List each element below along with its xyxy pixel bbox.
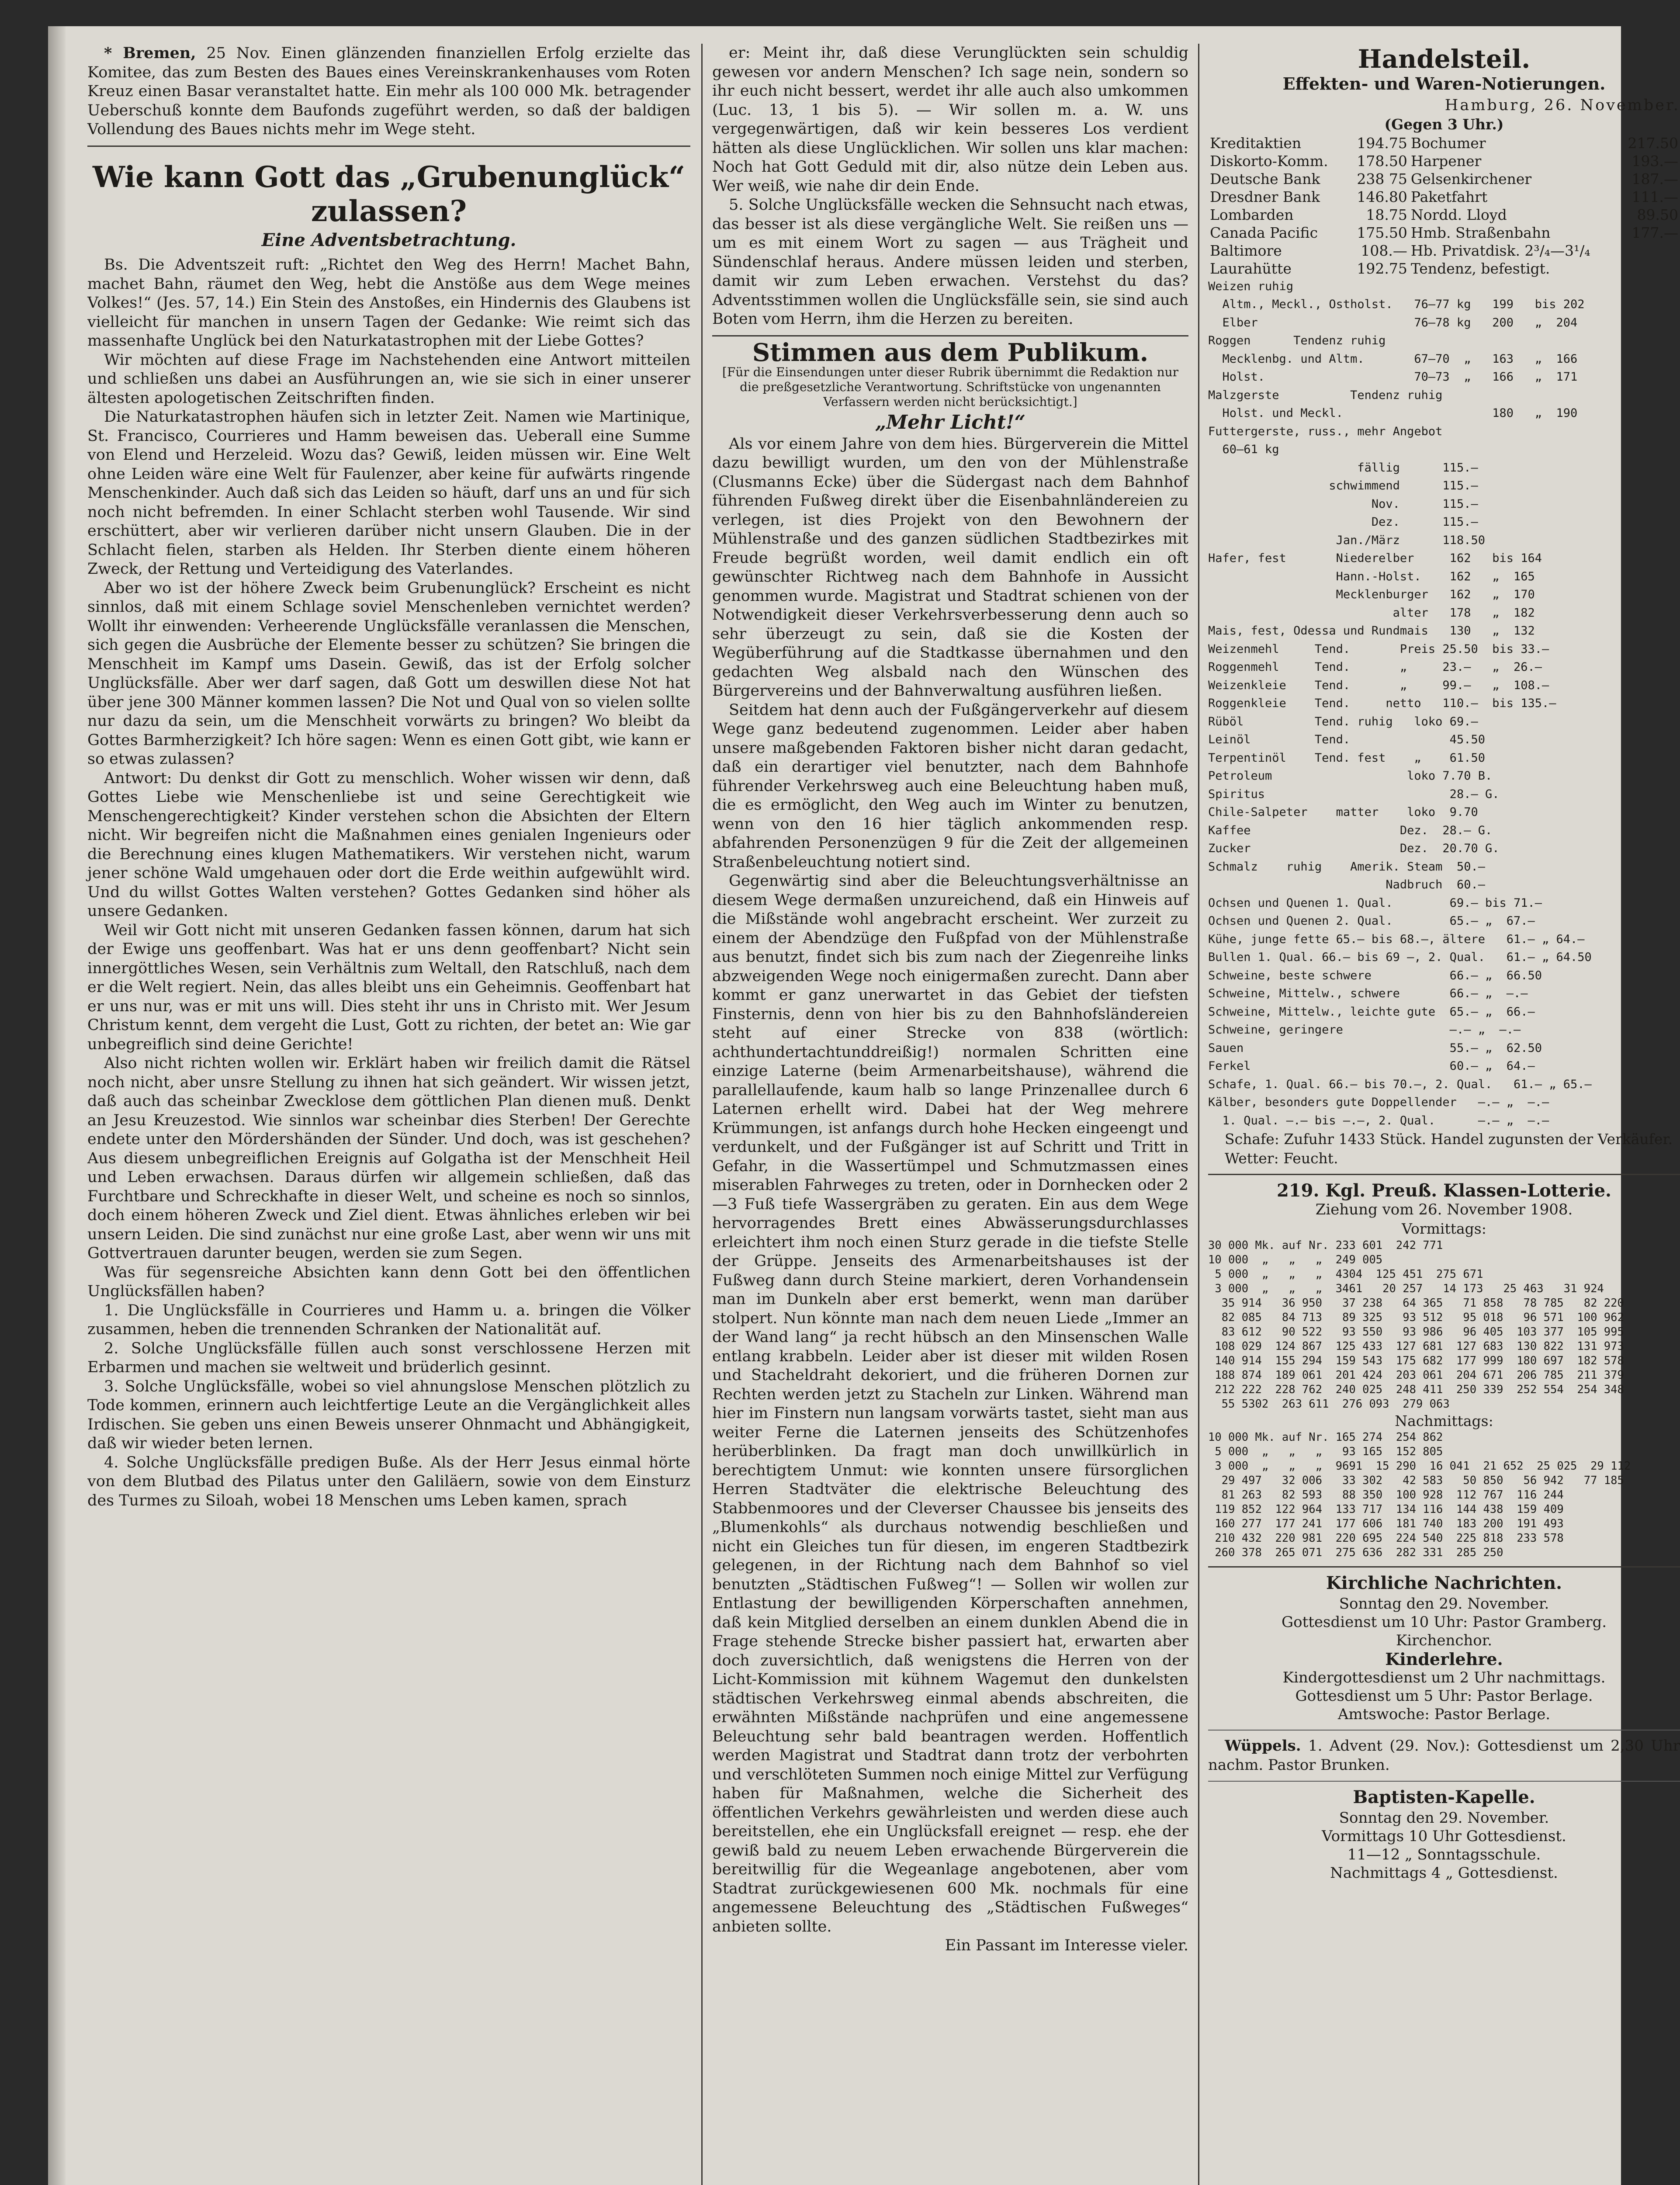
paragraph: Bs. Die Adventszeit ruft: „Richtet den Weg des Herrn! Machet Bahn, machet Bahn, räumet den Weg, hebt die Anstöße aus dem Wege meines Volkes!“ (Jes. 57, 14.) Ein Stein des Anstoßes, ein Hindernis des Glaubens ist vielleicht für manchen in unsern Tagen der Gedanke: Wie reimt sich das massenhafte Unglück bei den Naturkatastrophen mit der Liebe Gottes? — [87, 256, 690, 350]
market-line: Hafer, fest Niederelber 162 bis 164 — [1208, 551, 1542, 565]
stock-cell: 111.— — [1632, 188, 1678, 205]
section-title: Stimmen aus dem Publikum. — [752, 338, 1149, 367]
lottery-row: 119 852 122 964 133 717 134 116 144 438 159 409 — [1208, 1503, 1564, 1516]
article-subtitle: Eine Adventsbetrachtung. — [261, 229, 516, 250]
baptist-line: Nachmittags 4 „ Gottesdienst. — [1330, 1864, 1558, 1882]
church-list — [1208, 1595, 1680, 1650]
market-line: Weizenmehl Tend. Preis 25.50 bis 33.— — [1208, 642, 1549, 656]
stock-cell — [1618, 242, 1680, 260]
stock-cell: 178.50 — [1357, 152, 1407, 170]
lottery-afternoon-list — [1208, 1430, 1680, 1560]
lottery-row: 188 874 189 061 201 424 203 061 204 671 206 785 211 379 — [1208, 1368, 1624, 1382]
stock-cell: 194.75 — [1357, 134, 1407, 152]
market-line: alter 178 „ 182 — [1208, 606, 1535, 620]
lottery-row: 55 5302 263 611 276 093 279 063 — [1208, 1397, 1450, 1411]
market-line: Kühe, junge fette 65.— bis 68.—, ältere 61.— „ 64.— — [1208, 932, 1585, 946]
lottery-row: 35 914 36 950 37 238 64 365 71 858 78 785 82 220 — [1208, 1296, 1624, 1310]
market-line: Roggen Tendenz ruhig — [1208, 334, 1386, 347]
stock-cell: Nordd. Lloyd — [1410, 206, 1507, 223]
bremen-text: 25 Nov. Einen glänzenden finanziellen Erfolg erzielte das Komitee, das zum Besten des Baues eines Vereinskrankenhauses vom Roten Kreuz einen Basar veranstaltet hatte. Ein mehr als 100 000 Mk. betragender Ueberschuß konnte dem Baufonds zugeführt werden, so daß der baldigen Vollendung des Baues nichts mehr im Wege steht. — [87, 45, 690, 138]
market-line: Schafe, 1. Qual. 66.— bis 70.—, 2. Qual. 61.— „ 65.— — [1208, 1077, 1592, 1091]
lottery-row: 210 432 220 981 220 695 224 540 225 818 233 578 — [1208, 1532, 1564, 1545]
market-line: Hann.-Holst. 162 „ 165 — [1208, 569, 1535, 583]
editorial-note: [Für die Einsendungen unter dieser Rubrik übernimmt die Redaktion nur die preßgesetzliche Verantwortung. Schriftstücke von ungenannten Verfassern werden nicht berücksichtigt.] — [722, 365, 1179, 409]
market-line: Holst. 70—73 „ 166 „ 171 — [1208, 370, 1578, 384]
market-line: Schweine, beste schwere 66.— „ 66.50 — [1208, 968, 1542, 982]
market-line: Roggenkleie Tend. netto 110.— bis 135.— — [1208, 697, 1556, 710]
lottery-row: 5 000 „ „ „ 4304 125 451 275 671 — [1208, 1267, 1483, 1281]
wueppels-notice — [1208, 1737, 1680, 1775]
stock-cell: 238 75 — [1357, 170, 1407, 187]
market-line: Nov. 115.— — [1208, 497, 1478, 511]
wueppels-text: 1. Advent (29. Nov.): Gottesdienst um 2,30 Uhr nachm. Pastor Brunken. — [1208, 1737, 1680, 1774]
market-line: Malzgerste Tendenz ruhig — [1208, 388, 1443, 402]
market-line: Jan./März 118.50 — [1208, 533, 1485, 547]
stock-cell: Hb. Privatdisk. 2³/₄—3¹/₄ — [1410, 242, 1590, 259]
section-subtitle: Effekten- und Waren-Notierungen. — [1282, 74, 1606, 94]
column-left — [87, 44, 690, 2185]
lottery-row: 212 222 228 762 240 025 248 411 250 339 252 554 254 348 — [1208, 1383, 1624, 1396]
lottery-row: 81 263 82 593 88 350 100 928 112 767 116 244 — [1208, 1488, 1564, 1502]
divider — [1208, 1174, 1680, 1175]
market-line: Weizen ruhig — [1208, 279, 1294, 293]
lottery-row: 160 277 177 241 177 606 181 740 183 200 191 493 — [1208, 1517, 1564, 1530]
paragraph: 5. Solche Unglücksfälle wecken die Sehnsucht nach etwas, das besser ist als diese vergängliche Welt. Sie reißen uns — um es mit einem Wort zu sagen — aus Trägheit und Sündenschlaf heraus. Andere müssen leiden und sterben, damit wir zum Leben erwachen. Verstehst du das? Adventsstimmen wollen die Unglücksfälle sein, sie sind auch Boten vom Herrn, ihm die Herzen zu bereiten. — [712, 196, 1188, 328]
divider — [1208, 1781, 1680, 1782]
stock-row — [1208, 242, 1680, 260]
stock-cell: Hmb. Straßenbahn — [1410, 224, 1551, 241]
market-line: Altm., Meckl., Ostholst. 76—77 kg 199 bis 202 — [1208, 298, 1585, 311]
stock-row — [1208, 224, 1680, 242]
divider — [712, 335, 1188, 336]
lottery-row: 10 000 „ „ „ 249 005 — [1208, 1253, 1383, 1266]
stock-cell: Diskorto-Komm. — [1210, 152, 1328, 170]
weather: Wetter: Feucht. — [1225, 1149, 1338, 1167]
lottery-row: 3 000 „ „ „ 3461 20 257 14 173 25 463 31 924 — [1208, 1282, 1604, 1295]
market-line: Terpentinöl Tend. fest „ 61.50 — [1208, 751, 1485, 765]
paragraph: 4. Solche Unglücksfälle predigen Buße. Als der Herr Jesus einmal hörte von dem Blutbad des Pilatus unter den Galiläern, sowie von dem Einsturz des Turmes zu Siloah, wobei 18 Menschen ums Leben kamen, sprach — [87, 1453, 690, 1509]
stock-cell: 193.— — [1632, 152, 1678, 170]
market-line: Spiritus 28.— G. — [1208, 787, 1500, 801]
stock-cell: 175.50 — [1357, 224, 1407, 241]
column-middle — [712, 44, 1188, 2185]
market-line: Schweine, geringere —.— „ —.— — [1208, 1023, 1521, 1037]
lottery-row: 3 000 „ „ „ 9691 15 290 16 041 21 652 25 025 29 112 — [1208, 1460, 1631, 1473]
stock-cell: Paketfahrt — [1410, 188, 1488, 205]
lottery-afternoon-heading: Nachmittags: — [1395, 1412, 1493, 1429]
paragraph: Seitdem hat denn auch der Fußgängerverkehr auf diesem Wege ganz bedeutend zugenommen. Leider aber haben unsere maßgebenden Faktoren bisher nicht daran gedacht, daß ein derartiger viel benutzter, nach dem Bahnhofe führender Verkehrsweg auch eine Beleuchtung haben muß, die es ermöglicht, den Weg auch im Winter zu benutzen, wenn von den 16 hier täglich ankommenden resp. abfahrenden Personenzügen 9 für die Zeit der allgemeinen Straßenbeleuchtung notiert sind. — [712, 701, 1188, 871]
market-line: Nadbruch 60.— — [1208, 878, 1485, 891]
market-line: Chile-Salpeter matter loko 9.70 — [1208, 805, 1478, 819]
market-line: Futtergerste, russ., mehr Angebot — [1208, 424, 1443, 438]
church-line: Gottesdienst um 10 Uhr: Pastor Gramberg. — [1281, 1613, 1607, 1631]
paragraph: 1. Die Unglücksfälle in Courrieres und Hamm u. a. bringen die Völker zusammen, heben die trennenden Schranken der Nationalität auf. — [87, 1301, 690, 1338]
article-title: Wie kann Gott das „Grubenunglück“ zulassen? — [92, 160, 686, 228]
stock-cell: 146.80 — [1357, 188, 1407, 205]
market-line: schwimmend 115.— — [1208, 479, 1478, 492]
article-body — [87, 256, 690, 1510]
market-line: Ferkel 60.— „ 64.— — [1208, 1059, 1535, 1073]
baptist-line: Vormittags 10 Uhr Gottesdienst. — [1322, 1827, 1566, 1845]
market-line: Holst. und Meckl. 180 „ 190 — [1208, 406, 1578, 420]
market-line: Schweine, Mittelw., leichte gute 65.— „ 66.— — [1208, 1005, 1535, 1019]
stock-cell: Gelsenkirchener — [1410, 170, 1532, 187]
church-line: Kirchenchor. — [1396, 1631, 1493, 1649]
market-line: Dez. 115.— — [1208, 515, 1478, 529]
article-continuation — [712, 44, 1188, 329]
stock-row — [1208, 134, 1680, 152]
column-rule — [1198, 44, 1199, 2185]
market-dateline: Hamburg, 26. November. — [1444, 96, 1680, 114]
market-line: 60—61 kg — [1208, 443, 1279, 456]
bremen-notice — [87, 44, 690, 139]
lottery-row: 140 914 155 294 159 543 175 682 177 999 180 697 182 578 — [1208, 1354, 1624, 1367]
stock-cell: 217.50 — [1628, 134, 1678, 152]
stock-row — [1208, 152, 1680, 170]
church-title: Kirchliche Nachrichten. — [1326, 1573, 1562, 1593]
stock-cell: Canada Pacific — [1210, 224, 1318, 241]
paragraph: Also nicht richten wollen wir. Erklärt haben wir freilich damit die Rätsel noch nicht, aber unsre Stellung zu ihnen hat sich geändert. Wir wissen jetzt, daß auch das scheinbar Zwecklose dem göttlichen Plan dienen muß. Denkt an Jesu Kreuzestod. Wie sinnlos war scheinbar dies Sterben! Der Gerechte endete unter den Mördershänden der Sünder. Und doch, was ist geschehen? Aus diesem unbegreiflichen Ereignis auf Golgatha ist der Menschheit Heil und Leben erwachsen. Daraus dürfen wir allgemein schließen, daß das Furchtbare und Schreckhafte in dieser Welt, und scheine es noch so sinnlos, doch einem höheren Zweck und Ziel dient. Etwas ähnliches erleben wir bei unsern Leiden. Die sind zunächst nur eine große Last, aber wenn wir uns mit Gottvertrauen darunter beugen, werden sie zum Segen. — [87, 1054, 690, 1262]
stock-cell: Kreditaktien — [1210, 134, 1302, 152]
baptist-line: 11—12 „ Sonntagsschule. — [1347, 1845, 1541, 1863]
lottery-row: 83 612 90 522 93 550 93 986 96 405 103 377 105 995 — [1208, 1325, 1624, 1339]
market-line: Elber 76—78 kg 200 „ 204 — [1208, 316, 1578, 329]
market-line: Schweine, Mittelw., schwere 66.— „ —.— — [1208, 987, 1528, 1000]
lottery-morning-list — [1208, 1238, 1680, 1412]
paragraph: Gegenwärtig sind aber die Beleuchtungsverhältnisse an diesem Wege dermaßen unzureichend, daß ein Hinweis auf die Mißstände wohl angebracht erscheint. Wer zurzeit zu einem der Abendzüge den Fußpfad von der Mühlenstraße aus benutzt, findet sich bis zum nach der Ziegenreihe links abzweigenden Wege noch einigermaßen zurecht. Dann aber kommt er ganz unerwartet in das Gebiet der tiefsten Finsternis, denn von hier bis zu den Bahnhofsländereien steht auf einer Strecke von 838 (wörtlich: achthundertachtunddreißig!) normalen Schritten eine einzige Laterne (beim Armenarbeitshause), während die parallellaufende, kaum halb so lange Prinzenallee durch 6 Laternen erhellt wird. Dabei hat der Weg mehrere Krümmungen, ist anfangs durch hohe Hecken eingeengt und verdunkelt, und der Fußgänger ist auf Schritt und Tritt in Gefahr, in die Wassertümpel und Schmutzmassen eines miserablen Fahrweges zu treten, oder in Dornhecken oder 2—3 Fuß tiefe Wassergräben zu geraten. Ein aus dem Wege hervorragendes Brett eines Abwässerungsdurchlasses erleichtert ihm noch einen Sturz gerade in die tiefste Stelle der Grüppe. Jenseits des Armenarbeitshauses ist der Fußweg dann durch Steine markiert, deren Vorhandensein man im Dunkeln aber erst bemerkt, wenn man darüber stolpert. Nun könnte man nach dem neuen Liede „Immer an der Wand lang“ ja recht hübsch an den Minsenschen Walle entlang krabbeln. Leider aber ist dieser mit wilden Rosen und Stacheldraht dekoriert, und die früheren Dornen zur Rechten werden jetzt zu Stacheln zur Linken. Während man hier im Finstern nun langsam vorwärts tastet, sieht man aus weiter Ferne die Laternen jenseits des Schützenhofes herüberblinken. Da fragt man doch unwillkürlich in berechtigtem Unmut: wie konnten unsere fürsorglichen Herren Stadtväter die elektrische Beleuchtung des Stabbenmoores und der Cleverser Chaussee bis jenseits des „Blumenkohls“ als durchaus notwendig beschließen und nicht ein Gleiches tun für diesen, im engeren Stadtbezirk gelegenen, in der Richtung nach dem Bahnhof so viel benutzten „Städtischen Fußweg“! — Sollen wir wollen zur Entlastung der bewilligenden Körperschaften annehmen, daß kein Mitglied derselben an einem dunklen Abend die in Frage stehende Strecke bisher passiert hat, erwarten aber doch zuversichtlich, daß wenigstens die Herren von der Licht-Kommission mit kühnem Wagemut den dunkelsten städtischen Verkehrsweg einmal abends abschreiten, die erwähnten Mißstände nachprüfen und eine angemessene Beleuchtung sehr bald beantragen werden. Hoffentlich werden Magistrat und Stadtrat dann trotz der verbohrten und verschlöteten Summen noch einige Mittel zur Verfügung haben für Maßnahmen, welche die Sicherheit des öffentlichen Verkehrs gewährleisten und werden diese auch bereitstellen, ehe ein Unglücksfall ereignet — resp. ehe der gewiß bald zu neuem Leben erwachende Bürgerverein die bereitwillig für die Wegeanlage angebotenen, aber vom Stadtrat zurückgewiesenen 600 Mk. nochmals für eine angemessene Beleuchtung des „Städtischen Fußweges“ anbieten sollte. — [712, 872, 1188, 1935]
paragraph: Antwort: Du denkst dir Gott zu menschlich. Woher wissen wir denn, daß Gottes Liebe wie Menschenliebe ist und seine Gerechtigkeit wie Menschengerechtigkeit? Kinder verstehen schon die Absichten der Eltern nicht. Wir begreifen nicht die Maßnahmen eines genialen Ingenieurs oder die Berechnung eines klugen Mathematikers. Wir verstehen nicht, warum jener schöne Wald umgehauen oder dort die Erde weithin aufgewühlt wird. Und du willst Gottes Walten verstehen? Gottes Gedanken sind höher als unsere Gedanken. — [87, 769, 690, 920]
stock-cell: 108.— — [1361, 242, 1407, 259]
market-line: 1. Qual. —.— bis —.—, 2. Qual. —.— „ —.— — [1208, 1113, 1549, 1127]
stock-cell: Tendenz, befestigt. — [1410, 260, 1550, 277]
column-right — [1208, 44, 1680, 2185]
stock-row — [1208, 260, 1680, 277]
market-time: (Gegen 3 Uhr.) — [1384, 116, 1504, 133]
lottery-row: 29 497 32 006 33 302 42 583 50 850 56 942 77 185 — [1208, 1474, 1624, 1487]
market-line: Weizenkleie Tend. „ 99.— „ 108.— — [1208, 678, 1549, 692]
stock-cell: Deutsche Bank — [1210, 170, 1320, 187]
paragraph: Als vor einem Jahre von dem hies. Bürgerverein die Mittel dazu bewilligt wurden, um den von der Mühlenstraße (Clusmanns Ecke) über die Südergast nach dem Bahnhof führenden Fußweg direkt über die Eisenbahnländereien zu verlegen, ist dies Projekt von den Bewohnern der Mühlenstraße und des ganzen südlichen Stadtbezirkes mit Freude begrüßt worden, weil damit endlich ein oft gewünschter Richtweg nach dem Bahnhofe in Aussicht genommen wurde. Magistrat und Stadtrat schienen von der Notwendigkeit dieser Verkehrsverbesserung denn auch so sehr überzeugt zu sein, daß sie die Kosten der Wegüberführung auf die Stadtkasse übernahmen und den gedachten Weg alsbald nach den Wünschen des Bürgervereins und der Bahnverwaltung ausführen ließen. — [712, 435, 1188, 700]
market-line: Kaffee Dez. 28.— G. — [1208, 823, 1493, 837]
lottery-row: 108 029 124 867 125 433 127 681 127 683 130 822 131 973 — [1208, 1339, 1624, 1353]
lottery-morning-heading: Vormittags: — [1402, 1220, 1486, 1237]
stock-cell: 177.— — [1632, 224, 1678, 241]
stock-row — [1208, 206, 1680, 224]
market-line: Zucker Dez. 20.70 G. — [1208, 842, 1500, 855]
letter-signature: Ein Passant im Interesse vieler. — [945, 1937, 1188, 1954]
newspaper-page — [48, 26, 1680, 2185]
stock-cell: Lombarden — [1210, 206, 1294, 223]
wueppels-label: Wüppels. — [1225, 1737, 1301, 1755]
stock-table — [1208, 134, 1680, 277]
schafe-note: Schafe: Zufuhr 1433 Stück. Handel zugunsten der Verkäufer. — [1225, 1131, 1673, 1148]
market-line: Roggenmehl Tend. „ 23.— „ 26.— — [1208, 660, 1542, 674]
church-line: Kindergottesdienst um 2 Uhr nachmittags. — [1282, 1669, 1606, 1686]
divider — [1208, 1566, 1680, 1568]
market-line: Mecklenburger 162 „ 170 — [1208, 588, 1535, 601]
church-kinderlehre: Kinderlehre. — [1385, 1649, 1503, 1669]
market-line: Rüböl Tend. ruhig loko 69.— — [1208, 714, 1478, 728]
letter-title: „Mehr Licht!“ — [875, 411, 1025, 434]
stock-cell: Harpener — [1410, 152, 1482, 170]
market-line: Mecklenbg. und Altm. 67—70 „ 163 „ 166 — [1208, 352, 1578, 366]
paragraph: Wir möchten auf diese Frage im Nachstehenden eine Antwort mitteilen und schließen uns dabei an Ausführungen an, wie sie sich in einer unserer ältesten apologetischen Zeitschriften finden. — [87, 351, 690, 407]
divider — [87, 146, 690, 147]
stock-cell — [1618, 260, 1680, 277]
paragraph: er: Meint ihr, daß diese Verunglückten sein schuldig gewesen vor andern Menschen? Ich sage nein, sondern so ihr euch nicht bessert, werdet ihr alle auch also umkommen (Luc. 13, 1 bis 5). — Wir sollen m. a. W. uns vergegenwärtigen, daß wir kein besseres Los verdient hätten als diese Unglücklichen. Wir sollen uns klar machen: Noch hat Gott Geduld mit dir, also nütze dein Leben aus. Wer weiß, wie nahe dir dein Ende. — [712, 44, 1188, 195]
lottery-row: 30 000 Mk. auf Nr. 233 601 242 771 — [1208, 1238, 1443, 1252]
stock-cell: 89.50 — [1637, 206, 1678, 223]
paragraph: Weil wir Gott nicht mit unseren Gedanken fassen können, darum hat sich der Ewige uns geoffenbart. Was hat er uns denn geoffenbart? Nicht sein innergöttliches Wesen, sein Verhältnis zum Weltall, den Ratschluß, nach dem er die Welt regiert. Nein, das alles bleibt uns ein Geheimnis. Geoffenbart hat er uns nur, was er mit uns will. Dies steht ihr uns in Christo mit. Wer Jesum Christum kennt, dem vergeht die Lust, Gott zu richten, der betet an: Wie gar unbegreiflich sind deine Gerichte! — [87, 921, 690, 1053]
stock-cell: Baltimore — [1210, 242, 1282, 259]
paragraph: Aber wo ist der höhere Zweck beim Grubenunglück? Erscheint es nicht sinnlos, daß mit einem Schlage soviel Menschenleben vernichtet werden? Wollt ihr einwenden: Verheerende Unglücksfälle veranlassen die Menschen, sich gegen die Ausbrüche der Elemente besser zu schützen? Sie bringen die Menschheit im Kampf ums Dasein. Gewiß, das ist der Erfolg solcher Unglücksfälle. Aber wer darf sagen, daß Gott um deswillen diese Not hat über jene 300 Männer kommen lassen? Die Not und Qual von so vielen sollte nur dazu da sein, um die Menschheit vorwärts zu bringen? Wo bleibt da Gottes Barmherzigkeit? Ich höre sagen: Wenn es einen Gott gibt, wie kann er so etwas zulassen? — [87, 579, 690, 768]
section-title: Handelsteil. — [1358, 44, 1531, 74]
market-line: Sauen 55.— „ 62.50 — [1208, 1041, 1542, 1055]
baptist-title: Baptisten-Kapelle. — [1353, 1787, 1535, 1807]
church-line: Gottesdienst um 5 Uhr: Pastor Berlage. — [1295, 1687, 1593, 1705]
market-line: Bullen 1. Qual. 66.— bis 69 —, 2. Qual. 61.— „ 64.50 — [1208, 950, 1592, 964]
market-line: Ochsen und Quenen 2. Qual. 65.— „ 67.— — [1208, 914, 1535, 928]
paragraph: 3. Solche Unglücksfälle, wobei so viel ahnungslose Menschen plötzlich zu Tode kommen, erinnern auch leichtfertige Leute an die Vergänglichkeit alles Irdischen. Sie geben uns einen Beweis unserer Ohnmacht und Abhängigkeit, daß wir wieder beten lernen. — [87, 1377, 690, 1452]
market-line: Kälber, besonders gute Doppellender —.— „ —.— — [1208, 1096, 1549, 1109]
market-line: Petroleum loko 7.70 B. — [1208, 769, 1493, 783]
baptist-list — [1208, 1809, 1680, 1882]
stock-row — [1208, 188, 1680, 206]
stock-cell: 192.75 — [1357, 260, 1407, 277]
market-line: fällig 115.— — [1208, 461, 1478, 475]
lottery-row: 10 000 Mk. auf Nr. 165 274 254 862 — [1208, 1431, 1443, 1444]
stock-row — [1208, 170, 1680, 188]
stock-cell: Dresdner Bank — [1210, 188, 1320, 205]
divider — [1208, 1730, 1680, 1731]
market-line: Leinöl Tend. 45.50 — [1208, 733, 1485, 746]
paragraph: Was für segensreiche Absichten kann denn Gott bei den öffentlichen Unglücksfällen haben? — [87, 1263, 690, 1300]
market-line: Schmalz ruhig Amerik. Steam 50.— — [1208, 860, 1485, 874]
lottery-date: Ziehung vom 26. November 1908. — [1315, 1200, 1573, 1218]
column-rule — [701, 44, 703, 2185]
stock-cell: Bochumer — [1410, 134, 1486, 152]
lottery-title: 219. Kgl. Preuß. Klassen-Lotterie. — [1277, 1180, 1611, 1201]
market-line: Ochsen und Quenen 1. Qual. 69.— bis 71.— — [1208, 896, 1542, 910]
lottery-row: 260 378 265 071 275 636 282 331 285 250 — [1208, 1546, 1503, 1559]
lottery-row: 82 085 84 713 89 325 93 512 95 018 96 571 100 962 — [1208, 1311, 1624, 1324]
market-list — [1208, 277, 1680, 1130]
baptist-line: Sonntag den 29. November. — [1339, 1809, 1549, 1827]
lottery-row: 5 000 „ „ „ 93 165 152 805 — [1208, 1445, 1443, 1458]
stock-cell: 18.75 — [1366, 206, 1407, 223]
bremen-dateline: * Bremen, — [104, 44, 196, 62]
stock-cell: 187.— — [1632, 170, 1678, 187]
stock-cell: Laurahütte — [1210, 260, 1292, 277]
church-line: Amtswoche: Pastor Berlage. — [1337, 1706, 1551, 1723]
letter-body — [712, 435, 1188, 1937]
church-line: Sonntag den 29. November. — [1339, 1595, 1549, 1613]
market-line: Mais, fest, Odessa und Rundmais 130 „ 132 — [1208, 624, 1535, 638]
paragraph: Die Naturkatastrophen häufen sich in letzter Zeit. Namen wie Martinique, St. Francisco, Courrieres und Hamm beweisen das. Ueberall eine Summe von Elend und Herzeleid. Wozu das? Gewiß, leiden müssen wir. Eine Welt ohne Leiden wäre eine Welt für Faulenzer, aber keine für aufwärts ringende Menschenkinder. Auch daß sich das Leiden so häuft, darf uns an und für sich noch nicht befremden. In einer Schlacht sterben wohl Tausende. Wir sind erschüttert, aber wir verlieren darüber nicht unsern Glauben. Die in der Schlacht fielen, starben als Helden. Ihr Sterben diente einem höheren Zweck, der Rettung und Verteidigung des Vaterlandes. — [87, 408, 690, 578]
church-list-2 — [1208, 1668, 1680, 1724]
paragraph: 2. Solche Unglücksfälle füllen auch sonst verschlossene Herzen mit Erbarmen und machen sie weltweit und brüderlich gesinnt. — [87, 1339, 690, 1376]
